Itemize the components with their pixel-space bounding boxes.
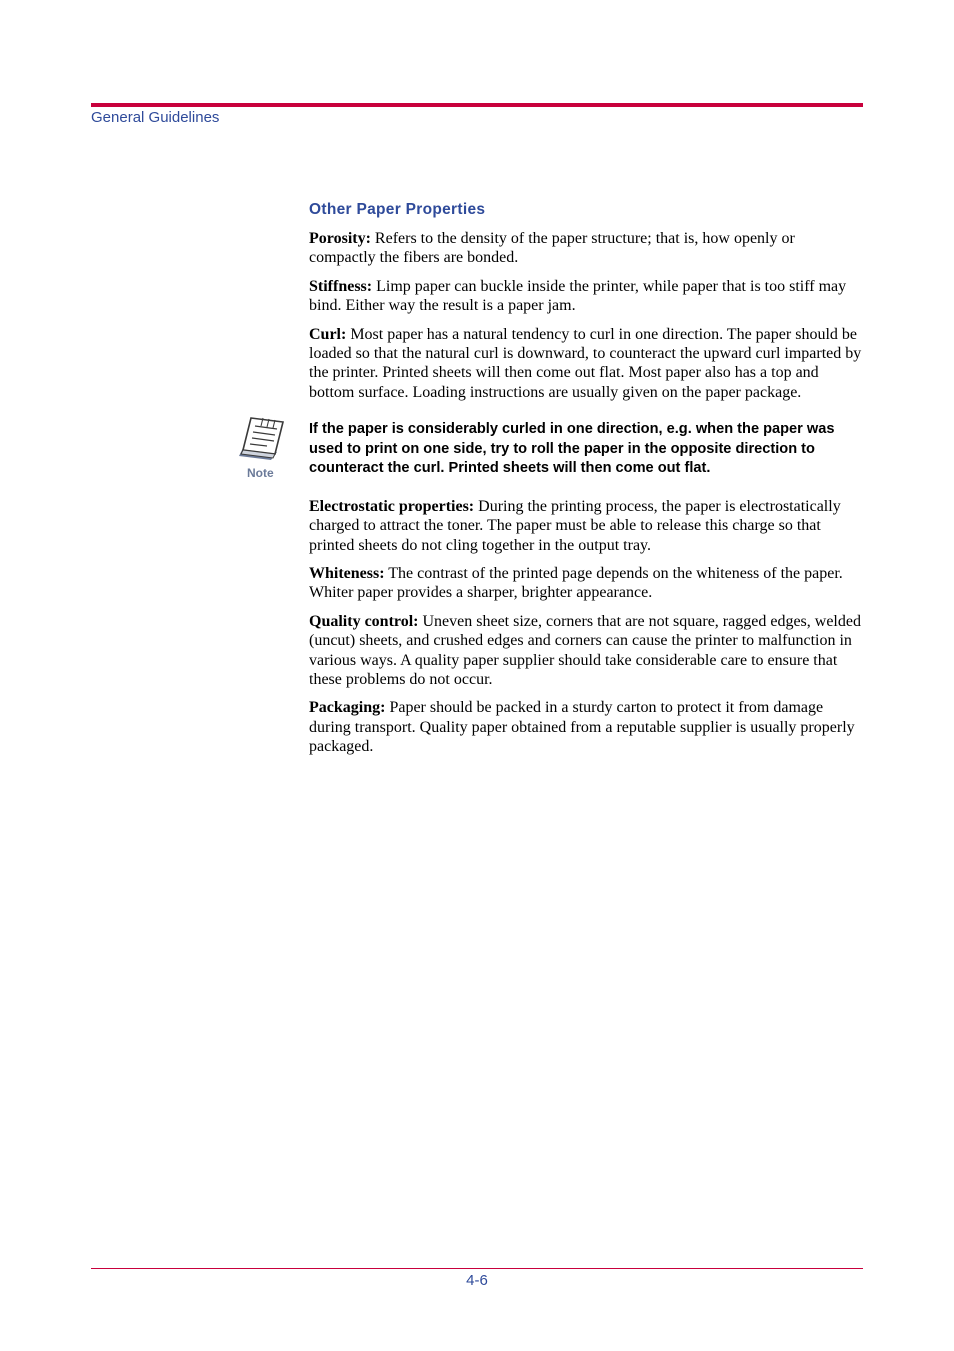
term: Curl: (309, 325, 347, 343)
term: Whiteness: (309, 564, 385, 582)
definition: Paper should be packed in a sturdy carton to protect it from damage during transport. Quality paper obtained from a reputable supplier is usually properly packaged. (309, 699, 855, 756)
definition: Refers to the density of the paper structure; that is, how openly or compactly the fibers are bonded. (309, 230, 795, 267)
definition: During the printing process, the paper is electrostatically charged to attract the toner. The paper must be able to release this charge so that printed sheets do not cling together in the output tray. (309, 497, 841, 554)
footer-rule (91, 1268, 863, 1269)
term: Quality control: (309, 612, 419, 630)
paragraph-packaging (309, 698, 863, 756)
term: Porosity: (309, 230, 371, 247)
term: Electrostatic properties: (309, 497, 475, 515)
term: Packaging: (309, 699, 386, 717)
section-heading: Other Paper Properties (309, 201, 486, 218)
paragraph-curl (309, 325, 863, 403)
note-label: Note (247, 466, 274, 481)
running-header: General Guidelines (91, 109, 220, 126)
note-block (247, 420, 863, 481)
paragraph-quality-control (309, 612, 863, 690)
term: Stiffness: (309, 277, 373, 295)
definition: Most paper has a natural tendency to curl in one direction. The paper should be loaded so that the natural curl is downward, to counteract the upward curl imparted by the printer. Printed sheets will then come out flat. Most paper also has a top and bottom surface. Loading instructions are usually given on the paper package. (309, 325, 862, 401)
main-content (247, 200, 863, 766)
paragraph-porosity (309, 229, 863, 268)
definition: The contrast of the printed page depends on the whiteness of the paper. Whiter paper provides a sharper, brighter appearance. (309, 564, 843, 602)
note-pad-icon (237, 414, 287, 474)
definition: Uneven sheet size, corners that are not square, ragged edges, welded (uncut) sheets, and crushed edges and corners can cause the printer to malfunction in various ways. A quality paper supplier should take considerable care to ensure that these problems do not occur. (309, 612, 861, 688)
note-text: If the paper is considerably curled in one direction, e.g. when the paper was used to print on one side, try to roll the paper in the opposite direction to counteract the curl. Printed sheets will then come out flat. (309, 421, 835, 477)
paragraph-electrostatic (309, 497, 863, 555)
paragraph-stiffness (309, 277, 863, 316)
definition: Limp paper can buckle inside the printer, while paper that is too stiff may bind. Either way the result is a paper jam. (309, 277, 847, 315)
paragraph-whiteness (309, 564, 863, 603)
page-number: 4-6 (466, 1272, 488, 1289)
header-rule (91, 103, 863, 107)
